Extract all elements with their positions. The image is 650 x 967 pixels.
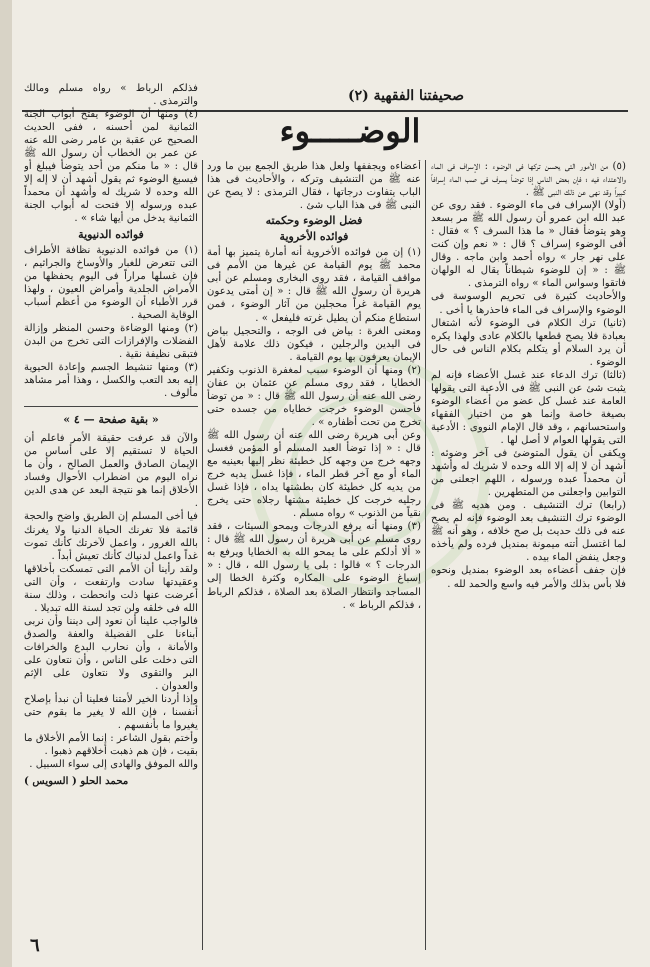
paragraph: فالواجب علينا أن نعود إلى ديننا وأن نربى أبناءنا على الفضيلة والعفة والصدق والأمانة ، وأن نحارب البدع والخرافات التى دخلت على الناس ، وأن نتعاون على البر والتقوى ولا نتعاون على الإثم والعدوان . (24, 615, 198, 693)
paragraph: والأحاديث كثيرة فى تحريم الوسوسة فى الوضوء والإسراف فى الماء فاحذرها يا أخى . (431, 291, 626, 316)
section-title: فوائده الدنيوية (78, 227, 144, 241)
paragraph: فإن جفف أعضاءه بعد الوضوء بمنديل ونحوه فلا بأس بذلك والأمر فيه واسع والحمد لله . (431, 565, 626, 590)
paragraph: (٢) ومنها أن الوضوء سبب لمغفرة الذنوب وتكفير الخطايا ، فقد روى مسلم عن عثمان بن عفان رضى الله عنه أن رسول الله ﷺ قال : « من توضأ فأحسن الوضوء خرجت خطاياه من جسده حتى تخرج من تحت أظفاره » . (207, 364, 421, 428)
paragraph: (١) إن من فوائده الأخروية أنه أمارة يتميز بها أمة محمد ﷺ يوم القيامة عن غيرها من الأمم فى مواقف القيامة ، فقد روى البخارى ومسلم عن أبى هريرة أن رسول الله ﷺ قال : « إن أمتى يدعون يوم القيامة غراً محجلين من آثار الوضوء ، فمن استطاع منكم أن يطيل غرته فليفعل » . (207, 247, 421, 324)
paragraph: ولقد رأينا أن الأمم التى تمسكت بأخلاقها وعقيدتها سادت وارتفعت ، وأن التى أعرضت عنها ذلت وانحطت ، وذلك سنة الله فى خلقه ولن تجد لسنة الله تبديلا . (24, 563, 198, 614)
column-divider (202, 160, 203, 950)
paragraph: (ثانيا) ترك الكلام فى الوضوء لأنه اشتغال بعبادة فلا يصح قطعها بالكلام عادى ولهذا يكره أن يرد السلام أو يتكلم بكلام الناس فى حال الوضوء . (431, 317, 626, 368)
paragraph: (١) من فوائده الدنيوية نظافة الأطراف التى تتعرض للغبار والأوساخ والجراثيم ، فإن غسلها مراراً فى اليوم يحفظها من الأمراض الجلدية وأمراض العيون ، ولهذا قرر الأطباء أن الوضوء من أعظم أسباب الوقاية الصحية . (24, 244, 198, 321)
paragraph: (٣) ومنها تنشيط الجسم وإعادة الحيوية إليه بعد التعب والكسل ، وهذا أمر مشاهد مألوف . (24, 361, 198, 400)
section-title: فضل الوضوء وحكمته (265, 214, 363, 228)
paragraph: (أولا) الإسراف فى ماء الوضوء . فقد روى عن عبد الله ابن عمرو أن رسول الله ﷺ مر بسعد وهو يتوضأ فقال « ما هذا السرف ؟ » فقال : أفى الوضوء إسراف ؟ قال : « نعم وإن كنت على نهر جار » رواه أحمد وابن ماجه . وقال ﷺ : « إن للوضوء شيطاناً يقال له الولهان فاتقوا وسواس الماء » رواه الترمذى . (431, 200, 626, 290)
scan-edge (0, 0, 12, 967)
column-middle (207, 160, 421, 960)
paragraph: (٥) من الأمور التى يحسن تركها فى الوضوء : الإسراف فى الماء والاعتداء فيه ؛ فإن بعض الناس إذا توضأ يسرف فى صب الماء إسرافاً كبيراً وقد نهى عن ذلك النبى ﷺ . (431, 161, 626, 199)
author-signature: محمد الحلو ( السويس ) (24, 775, 129, 788)
paragraph: (٢) ومنها الوضاءة وحسن المنظر وإزالة الفضلات والإفرازات التى تخرج من البدن فتبقى نظيفة نقية . (24, 322, 198, 360)
paragraph: فذلكم الرباط » رواه مسلم ومالك والترمذى . (24, 83, 198, 108)
paragraph: وإذا أردنا الخير لأمتنا فعلينا أن نبدأ بإصلاح أنفسنا ، فإن الله لا يغير ما بقوم حتى يغيروا ما بأنفسهم . (24, 694, 198, 732)
paragraph: (رابعا) ترك التنشيف . ومن هديه ﷺ فى الوضوء ترك التنشيف بعد الوضوء فإنه لم يصح عنه فى ذلك حديث بل صح خلافه ، وهو أنه ﷺ لما اغتسل أتته ميمونة بمنديل فرده ولم يأخذه وجعل ينفض الماء بيده . (431, 500, 626, 564)
continuation-title: « بقية صفحة — ٤ » (63, 413, 159, 427)
paragraph: (٣) ومنها أنه يرفع الدرجات ويمحو السيئات ، فقد روى مسلم عن أبى هريرة أن رسول الله ﷺ قال : « ألا أدلكم على ما يمحو الله به الخطايا ويرفع به الدرجات ؟ » قالوا : بلى يا رسول الله ، قال : « إسباغ الوضوء على المكاره وكثرة الخطا إلى المساجد وانتظار الصلاة بعد الصلاة ، فذلكم الرباط ، فذلكم الرباط » . (207, 521, 421, 611)
section-divider (24, 406, 198, 407)
column-left (24, 82, 198, 948)
paragraph: (٤) ومنها أن الوضوء يفتح أبواب الجنة الثمانية لمن أحسنه ، ففى الحديث الصحيح عن عقبة بن عامر رضى الله عنه عن عمر بن الخطاب أن رسول الله ﷺ قال : « ما منكم من أحد يتوضأ فيبلغ أو فيسبغ الوضوء ثم يقول أشهد أن لا إله إلا الله وحده لا شريك له وأشهد أن محمداً عبده ورسوله إلا فتحت له أبواب الجنة الثمانية يدخل من أيها شاء » . (24, 109, 198, 225)
paragraph: وعن أبى هريرة رضى الله عنه أن رسول الله ﷺ قال : « إذا توضأ العبد المسلم أو المؤمن فغسل وجهه خرج من وجهه كل خطيئة نظر إليها بعينيه مع الماء أو مع آخر قطر الماء ، فإذا غسل يديه خرج من يديه كل خطيئة كان بطشتها يداه ، فإذا غسل رجليه خرجت كل خطيئة مشتها رجلاه حتى يخرج نقياً من الذنوب » رواه مسلم . (207, 429, 421, 520)
paragraph: ويكفى أن يقول المتوضئ فى آخر وضوئه : أشهد أن لا إله إلا الله وحده لا شريك له وأشهد أن محمداً عبده ورسوله ، اللهم اجعلنى من التوابين واجعلنى من المتطهرين . (431, 448, 626, 499)
paragraph: وأختم بقول الشاعر : إنما الأمم الأخلاق ما بقيت ، فإن هم ذهبت أخلاقهم ذهبوا . (24, 733, 198, 758)
paragraph: ومعنى الغرة : بياض فى الوجه ، والتحجيل بياض فى اليدين والرجلين ، فيكون ذلك علامة لأهل الإيمان يعرفون بها يوم القيامة . (207, 325, 421, 363)
paragraph: أعضاءه ويجففها ولعل هذا طريق الجمع بين ما ورد عنه ﷺ من التنشيف وتركه ، والأحاديث فى هذا الباب يتفاوت درجاتها ، فقال الترمذى : لا يصح عن النبى ﷺ فى هذا الباب شئ . (207, 161, 421, 212)
running-title: صحيفتنا الفقهية (٢) (348, 88, 464, 104)
paragraph: والآن قد عرفت حقيقة الأمر فاعلم أن الحياة لا تستقيم إلا على أساس من الإيمان الصادق والعمل الصالح ، وأن ما نراه اليوم من اضطراب الأحوال وفساد الأخلاق إنما هو نتيجة البعد عن هدى الدين . (24, 433, 198, 510)
article-heading: الوضـــــوء (279, 112, 421, 150)
paragraph: والله الموفق والهادى إلى سواء السبيل . (29, 759, 198, 771)
column-right (431, 160, 626, 960)
section-title: فوائده الأخروية (279, 230, 349, 244)
page-number: ٦ (30, 935, 40, 956)
paragraph: (ثالثا) ترك الدعاء عند غسل الأعضاء فإنه لم يثبت شئ عن النبى ﷺ فى الأدعية التى يقولها العامة عند غسل كل عضو من أعضاء الوضوء بصيغة خاصة وإنما هو من اختيار الفقهاء واستحسانهم ، وقد قال الإمام النووى : الأدعية التى يقولها العوام لا أصل لها . (431, 369, 626, 446)
paragraph: فيا أخى المسلم إن الطريق واضح والحجة قائمة فلا تغرنك الحياة الدنيا ولا يغرنك بالله الغرور ، واعمل لآخرتك كأنك تموت غداً واعمل لدنياك كأنك تعيش أبداً . (24, 511, 198, 562)
